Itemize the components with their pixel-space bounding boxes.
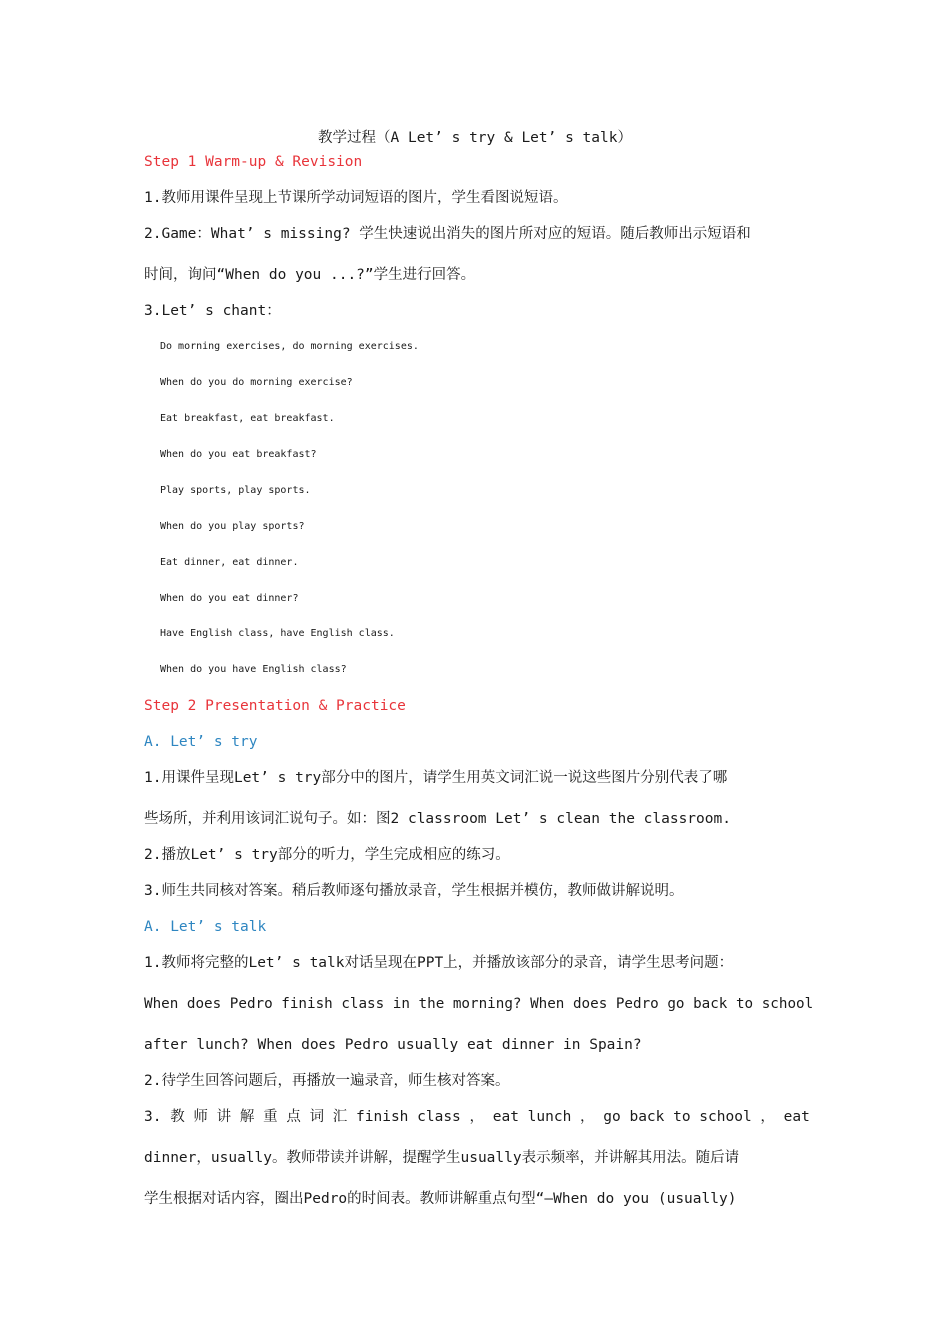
- lets-talk-heading: A. Let’ s talk: [144, 919, 267, 935]
- talk-item-3-line-3: 学生根据对话内容，圈出Pedro的时间表。教师讲解重点句型“—When do you (usually): [144, 1191, 737, 1207]
- try-item-2: 2.播放Let’ s try部分的听力，学生完成相应的练习。: [144, 847, 510, 863]
- talk-item-2: 2.待学生回答问题后，再播放一遍录音，师生核对答案。: [144, 1073, 510, 1089]
- talk-item-3-line-1: 3. 教 师 讲 解 重 点 词 汇 finish class ， eat lunch ， go back to school ， eat: [144, 1109, 810, 1125]
- try-item-3: 3.师生共同核对答案。稍后教师逐句播放录音，学生根据并模仿，教师做讲解说明。: [144, 883, 684, 899]
- step1-item-1: 1.教师用课件呈现上节课所学动词短语的图片，学生看图说短语。: [144, 190, 568, 206]
- chant-line: When do you do morning exercise?: [160, 377, 353, 388]
- chant-line: Play sports, play sports.: [160, 485, 311, 496]
- chant-line: Do morning exercises, do morning exercises.: [160, 341, 419, 352]
- talk-item-1-line-1: 1.教师将完整的Let’ s talk对话呈现在PPT上，并播放该部分的录音，请学生思考问题：: [144, 955, 734, 971]
- step1-item-2-line-1: 2.Game：What’ s missing? 学生快速说出消失的图片所对应的短语。随后教师出示短语和: [144, 226, 751, 242]
- chant-line: Have English class, have English class.: [160, 628, 395, 639]
- chant-line: When do you eat dinner?: [160, 593, 299, 604]
- talk-item-3-line-2: dinner，usually。教师带读并讲解，提醒学生usually表示频率，并讲解其用法。随后请: [144, 1150, 740, 1166]
- chant-line: When do you eat breakfast?: [160, 449, 317, 460]
- chant-line: Eat breakfast, eat breakfast.: [160, 413, 335, 424]
- talk-item-1-line-3: after lunch? When does Pedro usually eat dinner in Spain?: [144, 1037, 642, 1053]
- chant-line: Eat dinner, eat dinner.: [160, 557, 299, 568]
- chant-line: When do you have English class?: [160, 664, 347, 675]
- try-item-1-line-2: 些场所，并利用该词汇说句子。如：图2 classroom Let’ s clean the classroom.: [144, 811, 731, 827]
- step1-item-3: 3.Let’ s chant：: [144, 303, 281, 319]
- doc-title: 教学过程（A Let’ s try & Let’ s talk）: [318, 130, 632, 146]
- step1-item-2-line-2: 时间，询问“When do you ...?”学生进行回答。: [144, 267, 476, 283]
- chant-line: When do you play sports?: [160, 521, 305, 532]
- step2-heading: Step 2 Presentation & Practice: [144, 698, 406, 714]
- try-item-1-line-1: 1.用课件呈现Let’ s try部分中的图片，请学生用英文词汇说一说这些图片分别代表了哪: [144, 770, 728, 786]
- talk-item-1-line-2: When does Pedro finish class in the morning? When does Pedro go back to school: [144, 996, 814, 1012]
- step1-heading: Step 1 Warm-up & Revision: [144, 154, 363, 170]
- lets-try-heading: A. Let’ s try: [144, 734, 258, 750]
